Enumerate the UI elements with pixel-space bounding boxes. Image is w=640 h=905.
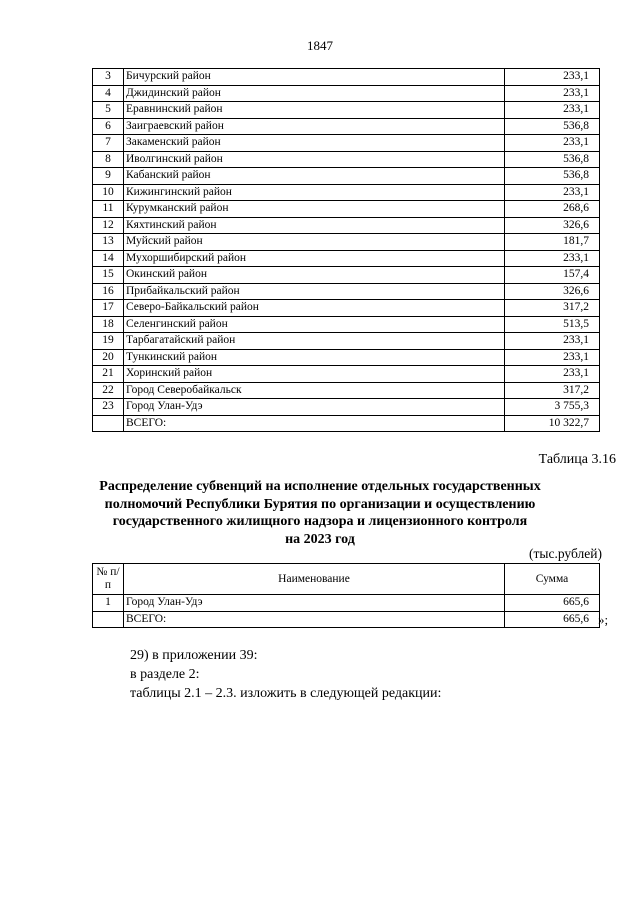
body-line: таблицы 2.1 – 2.3. изложить в следующей редакции: <box>130 686 442 701</box>
header-sum: Сумма <box>505 564 600 595</box>
row-value: 536,8 <box>505 168 600 185</box>
row-name: Кабанский район <box>124 168 505 185</box>
row-num: 4 <box>93 85 124 102</box>
body-line: в разделе 2: <box>130 667 200 682</box>
row-name: Селенгинский район <box>124 316 505 333</box>
total-value: 10 322,7 <box>505 415 600 432</box>
row-num: 12 <box>93 217 124 234</box>
total-row <box>93 415 600 432</box>
row-num: 23 <box>93 399 124 416</box>
table-row <box>93 184 600 201</box>
heading-line: государственного жилищного надзора и лицензионного контроля <box>112 514 528 529</box>
row-value: 268,6 <box>505 201 600 218</box>
row-value: 317,2 <box>505 382 600 399</box>
row-value: 233,1 <box>505 85 600 102</box>
row-num: 11 <box>93 201 124 218</box>
table-row <box>93 201 600 218</box>
row-num: 5 <box>93 102 124 119</box>
total-num-empty <box>93 611 124 628</box>
row-value: 536,8 <box>505 151 600 168</box>
body-text <box>130 646 441 703</box>
closing-quote: »; <box>598 612 609 627</box>
row-name: Город Улан-Удэ <box>124 595 505 612</box>
row-num: 14 <box>93 250 124 267</box>
row-name: Заиграевский район <box>124 118 505 135</box>
total-label: ВСЕГО: <box>124 611 505 628</box>
row-name: Курумканский район <box>124 201 505 218</box>
table-row <box>93 69 600 86</box>
row-value: 233,1 <box>505 184 600 201</box>
row-num: 9 <box>93 168 124 185</box>
total-num-empty <box>93 415 124 432</box>
row-name: Город Северобайкальск <box>124 382 505 399</box>
row-name: Мухоршибирский район <box>124 250 505 267</box>
row-value: 326,6 <box>505 217 600 234</box>
row-value: 233,1 <box>505 135 600 152</box>
row-value: 233,1 <box>505 250 600 267</box>
row-value: 181,7 <box>505 234 600 251</box>
subvention-table-continued <box>92 68 600 432</box>
row-value: 665,6 <box>505 595 600 612</box>
table-label: Таблица 3.16 <box>538 452 616 467</box>
row-name: Еравнинский район <box>124 102 505 119</box>
table-row <box>93 118 600 135</box>
total-label: ВСЕГО: <box>124 415 505 432</box>
page-number: 1847 <box>307 38 333 53</box>
total-row <box>93 611 600 628</box>
heading-line: Распределение субвенций на исполнение отдельных государственных <box>99 479 541 494</box>
row-value: 513,5 <box>505 316 600 333</box>
row-value: 233,1 <box>505 333 600 350</box>
table-row <box>93 595 600 612</box>
row-name: Бичурский район <box>124 69 505 86</box>
row-name: Иволгинский район <box>124 151 505 168</box>
heading-line: полномочий Республики Бурятия по организации и осуществлению <box>104 496 536 512</box>
table-header-row <box>93 564 600 595</box>
table-row <box>93 267 600 284</box>
total-value: 665,6 <box>505 611 600 628</box>
table-row <box>93 151 600 168</box>
table-row <box>93 102 600 119</box>
table-row <box>93 217 600 234</box>
row-name: Северо-Байкальский район <box>124 300 505 317</box>
table-heading <box>80 478 560 548</box>
table-row <box>93 300 600 317</box>
row-num: 7 <box>93 135 124 152</box>
header-num: № п/п <box>93 564 124 595</box>
table-row <box>93 283 600 300</box>
row-num: 1 <box>93 595 124 612</box>
subvention-table-3-16 <box>92 563 600 628</box>
row-num: 21 <box>93 366 124 383</box>
row-value: 157,4 <box>505 267 600 284</box>
table-row <box>93 382 600 399</box>
row-value: 317,2 <box>505 300 600 317</box>
header-name: Наименование <box>124 564 505 595</box>
table-row <box>93 234 600 251</box>
row-name: Тункинский район <box>124 349 505 366</box>
row-num: 17 <box>93 300 124 317</box>
body-line: 29) в приложении 39: <box>130 648 258 663</box>
row-name: Хоринский район <box>124 366 505 383</box>
row-name: Город Улан-Удэ <box>124 399 505 416</box>
row-value: 233,1 <box>505 366 600 383</box>
table-row <box>93 333 600 350</box>
table-row <box>93 349 600 366</box>
table-row <box>93 316 600 333</box>
row-name: Муйский район <box>124 234 505 251</box>
row-num: 16 <box>93 283 124 300</box>
table-row <box>93 135 600 152</box>
row-num: 15 <box>93 267 124 284</box>
row-num: 6 <box>93 118 124 135</box>
row-value: 233,1 <box>505 349 600 366</box>
table-row <box>93 168 600 185</box>
row-num: 19 <box>93 333 124 350</box>
row-name: Кижингинский район <box>124 184 505 201</box>
row-name: Тарбагатайский район <box>124 333 505 350</box>
table-row <box>93 85 600 102</box>
heading-line: на 2023 год <box>285 531 355 547</box>
row-num: 3 <box>93 69 124 86</box>
row-num: 20 <box>93 349 124 366</box>
row-value: 536,8 <box>505 118 600 135</box>
table-row <box>93 250 600 267</box>
row-num: 13 <box>93 234 124 251</box>
row-name: Джидинский район <box>124 85 505 102</box>
row-num: 22 <box>93 382 124 399</box>
row-num: 10 <box>93 184 124 201</box>
table-row <box>93 399 600 416</box>
row-num: 8 <box>93 151 124 168</box>
row-num: 18 <box>93 316 124 333</box>
row-name: Прибайкальский район <box>124 283 505 300</box>
row-name: Окинский район <box>124 267 505 284</box>
table-row <box>93 366 600 383</box>
units-label: (тыс.рублей) <box>529 546 602 561</box>
row-name: Кяхтинский район <box>124 217 505 234</box>
row-value: 233,1 <box>505 69 600 86</box>
row-name: Закаменский район <box>124 135 505 152</box>
row-value: 3 755,3 <box>505 399 600 416</box>
row-value: 233,1 <box>505 102 600 119</box>
row-value: 326,6 <box>505 283 600 300</box>
